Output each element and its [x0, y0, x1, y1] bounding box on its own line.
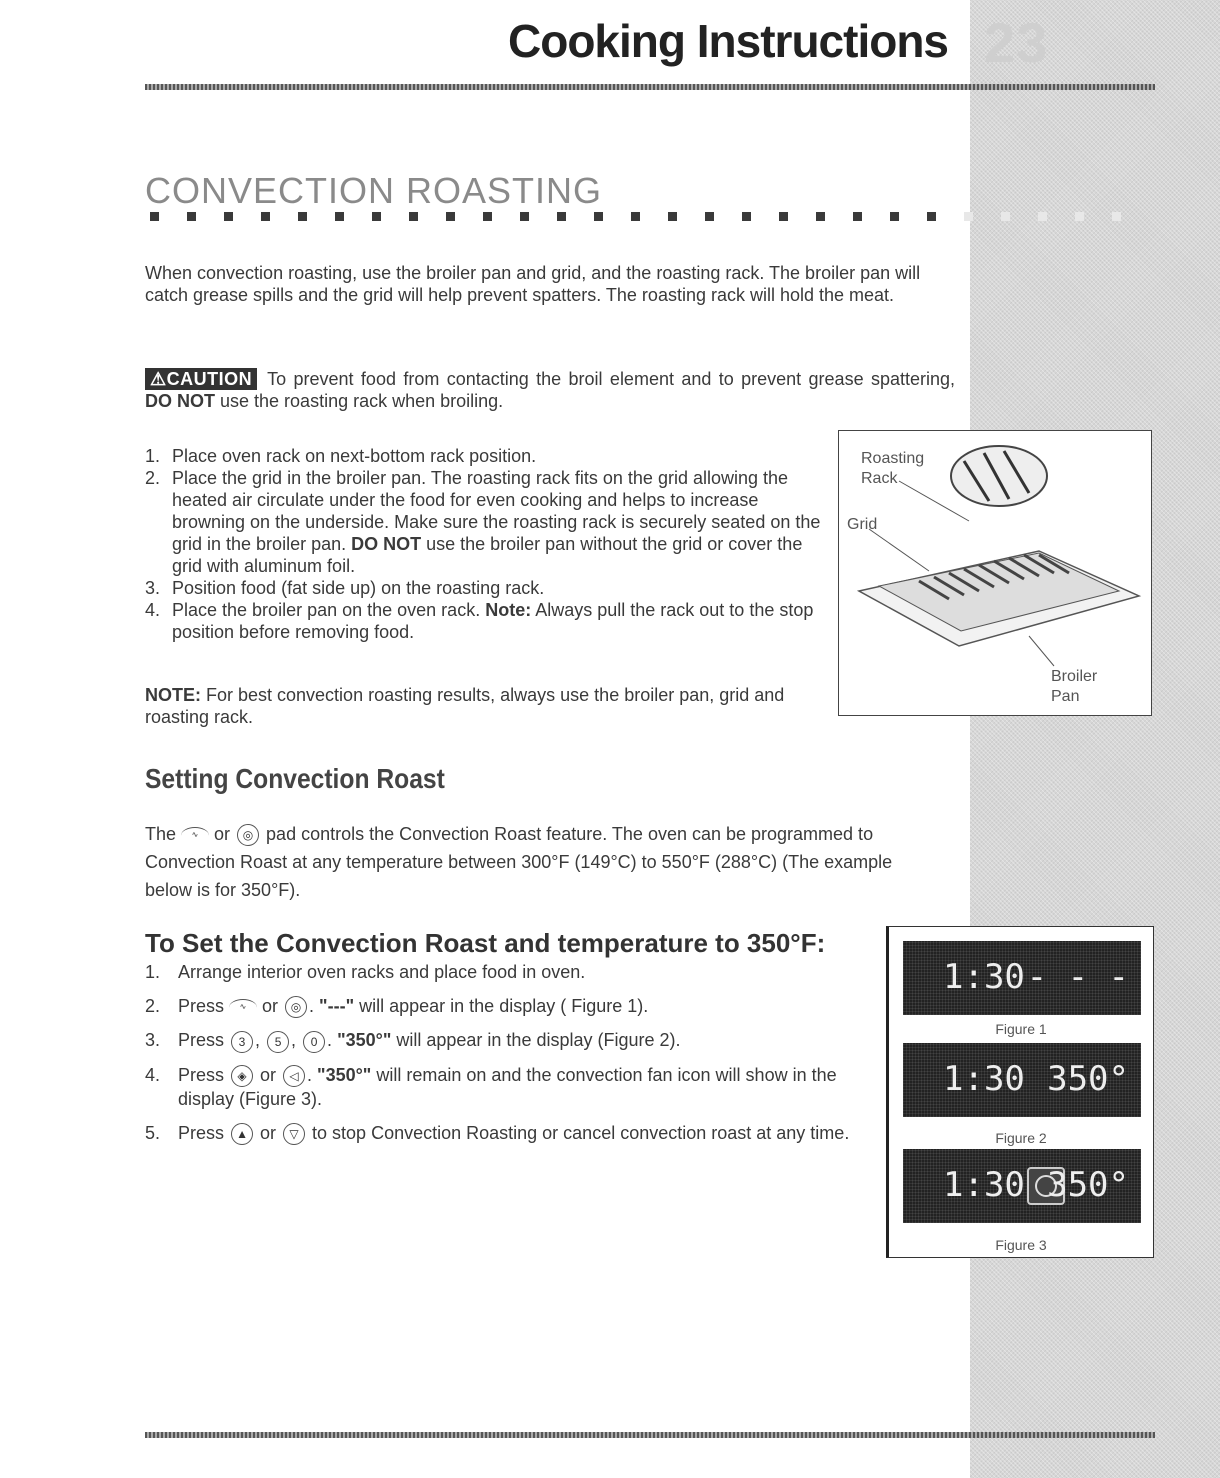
- list-item: 3. Press 3 , 5 , 0 . "350°" will appear in the display (Figure 2).: [145, 1028, 875, 1052]
- broiler-pan-label: Broiler Pan: [1051, 668, 1098, 705]
- list-item: 4. Place the broiler pan on the oven rack. Note: Always pull the rack out to the stop position before removing food.: [145, 600, 814, 642]
- caution-badge: ⚠CAUTION: [145, 368, 257, 390]
- list-item: 2. Place the grid in the broiler pan. The roasting rack fits on the grid allowing the heated air circulate under the food for even cooking and helps to increase browning on the underside. Make sure the roasting rack is securely seated on the grid in the broiler pan. DO NOT use the broiler pan without the grid or cover the grid with aluminum foil.: [145, 468, 821, 576]
- figure-2-caption: Figure 2: [995, 1130, 1047, 1146]
- setting-convection-roast-heading: Setting Convection Roast: [145, 763, 445, 794]
- divider-dot: [1038, 212, 1047, 221]
- note-paragraph: NOTE: For best convection roasting results, always use the broiler pan, grid and roasting rack.: [145, 685, 785, 727]
- divider-dot: [483, 212, 492, 221]
- list-item: 1. Arrange interior oven racks and place food in oven.: [145, 962, 586, 982]
- cancel-icon: ▲: [231, 1123, 253, 1145]
- roast-alt-pad-icon: ◎: [237, 824, 259, 846]
- section-title: CONVECTION ROASTING: [145, 170, 603, 211]
- intro-paragraph: When convection roasting, use the broiler pan and grid, and the roasting rack. The broiler pan will catch grease spills and the grid will help prevent spatters. The roasting rack will hold the meat.: [145, 263, 921, 305]
- page-number: 23: [984, 11, 1049, 74]
- dot-divider: [150, 212, 1150, 224]
- divider-dot: [372, 212, 381, 221]
- divider-dot: [187, 212, 196, 221]
- divider-dot: [742, 212, 751, 221]
- divider-dot: [446, 212, 455, 221]
- divider-dot: [853, 212, 862, 221]
- cancel-alt-icon: ▽: [283, 1123, 305, 1145]
- grid-label: Grid: [847, 516, 878, 533]
- divider-dot: [964, 212, 973, 221]
- convection-roast-pad-icon: ∿: [229, 999, 257, 1016]
- list-item: 2. Press ∿ or ◎ . "---" will appear in the display ( Figure 1).: [145, 994, 875, 1018]
- divider-dot: [224, 212, 233, 221]
- display-figure-1: 1:30 - - -: [903, 941, 1141, 1015]
- figure-1-caption: Figure 1: [995, 1021, 1047, 1037]
- divider-dot: [927, 212, 936, 221]
- divider-dot: [705, 212, 714, 221]
- roasting-steps: [145, 445, 825, 643]
- divider-dot: [631, 212, 640, 221]
- figure-3-caption: Figure 3: [995, 1237, 1047, 1253]
- divider-dot: [150, 212, 159, 221]
- divider-dot: [594, 212, 603, 221]
- divider-dot: [409, 212, 418, 221]
- roasting-rack-label: Roasting Rack: [861, 450, 925, 487]
- broiler-pan-illustration: [839, 431, 1151, 715]
- divider-dot: [1112, 212, 1121, 221]
- divider-dot: [520, 212, 529, 221]
- start-alt-icon: ◁: [283, 1065, 305, 1087]
- setting-paragraph: The ∿ or ◎ pad controls the Convection Roast feature. The oven can be programmed to Convection Roast at any temperature between 300°F (149°C) to 550°F (288°C) (The example below is for 350°F).: [145, 824, 893, 900]
- list-item: 5. Press ▲ or ▽ to stop Convection Roasting or cancel convection roast at any time.: [145, 1121, 875, 1145]
- divider-dot: [816, 212, 825, 221]
- divider-dot: [298, 212, 307, 221]
- convection-roast-pad-icon: ∿: [181, 827, 209, 844]
- header-rule: [145, 84, 1155, 90]
- divider-dot: [779, 212, 788, 221]
- divider-dot: [668, 212, 677, 221]
- divider-dot: [335, 212, 344, 221]
- broiler-pan-figure: [838, 430, 1152, 716]
- key-5-icon: 5: [267, 1031, 289, 1053]
- to-set-heading: To Set the Convection Roast and temperature to 350°F:: [145, 928, 826, 958]
- divider-dot: [557, 212, 566, 221]
- key-3-icon: 3: [231, 1031, 253, 1053]
- display-figures: [886, 926, 1154, 1258]
- list-item: 1. Place oven rack on next-bottom rack position.: [145, 446, 537, 466]
- divider-dot: [1075, 212, 1084, 221]
- list-item: 3. Position food (fat side up) on the roasting rack.: [145, 578, 545, 598]
- caution-paragraph: ⚠CAUTION To prevent food from contacting the broil element and to prevent grease spattering, DO NOT use the roasting rack when broiling.: [145, 369, 955, 411]
- footer-rule: [145, 1432, 1155, 1438]
- display-figure-3: 1:30 350°: [903, 1149, 1141, 1223]
- key-0-icon: 0: [303, 1031, 325, 1053]
- display-figure-2: 1:30 350°: [903, 1043, 1141, 1117]
- to-set-steps: [145, 960, 875, 1155]
- page-title: Cooking Instructions: [508, 15, 948, 67]
- divider-dot: [890, 212, 899, 221]
- roast-alt-pad-icon: ◎: [285, 996, 307, 1018]
- start-icon: ◈: [231, 1065, 253, 1087]
- list-item: 4. Press ◈ or ◁ . "350°" will remain on and the convection fan icon will show in the display (Figure 3).: [145, 1064, 837, 1109]
- divider-dot: [261, 212, 270, 221]
- divider-dot: [1001, 212, 1010, 221]
